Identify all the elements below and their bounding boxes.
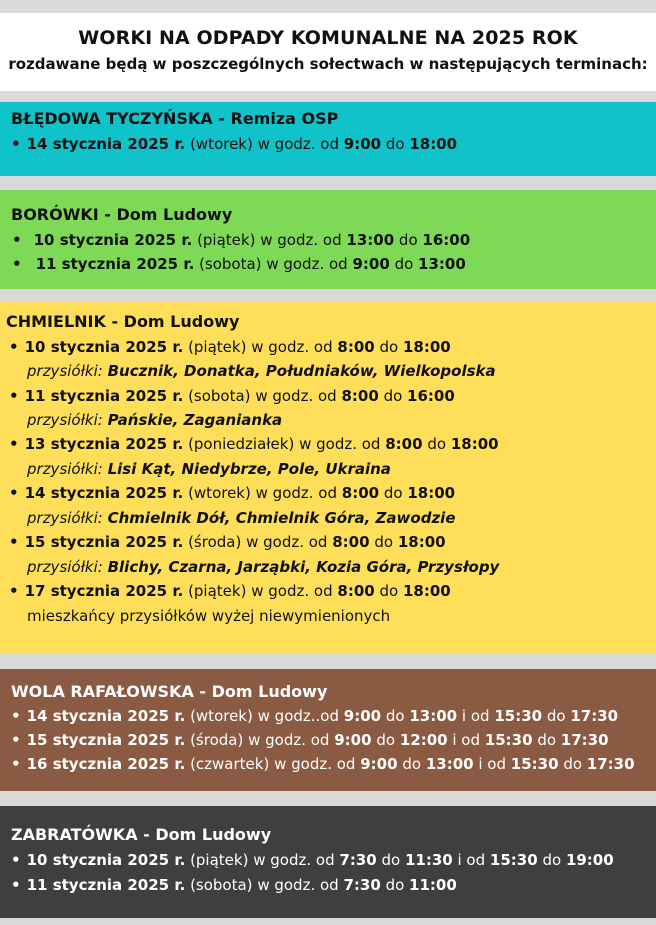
end-time: 13:00 [425,755,474,773]
weekday: (sobota) [199,255,262,273]
hours-prefix: w godz. od [246,533,328,551]
section-title: ZABRATÓWKA - Dom Ludowy [11,825,272,844]
date: 13 stycznia 2025 r. [24,435,184,453]
start-time: 8:00 [385,435,423,453]
end-time: 18:00 [402,582,451,600]
section-chmielnik [0,302,656,654]
end-time: 11:00 [409,876,457,894]
weekday: (wtorek) [190,135,253,153]
to-word: do [402,755,422,773]
schedule-row [11,731,609,749]
end-time: 13:00 [409,707,458,725]
end-time: 18:00 [397,533,446,551]
start-time: 9:00 [360,755,398,773]
hamlets-names: Blichy, Czarna, Jarząbki, Kozia Góra, Przysłopy [107,558,500,576]
bullet: • [11,707,21,725]
weekday: (sobota) [190,876,253,894]
start-time: 8:00 [332,533,370,551]
start-time: 13:00 [346,231,395,249]
start-time: 8:00 [337,338,375,356]
weekday: (poniedziałek) [188,435,295,453]
start-time-2: 15:30 [489,851,538,869]
and-from-word: i od [452,731,480,749]
schedule-row [9,435,499,453]
weekday: (środa) [188,533,242,551]
start-time: 9:00 [352,255,390,273]
section-title: BORÓWKI - Dom Ludowy [11,205,233,224]
date: 11 stycznia 2025 r. [26,876,186,894]
to-word: do [385,707,405,725]
hours-prefix: w godz. od [251,338,333,356]
date: 11 stycznia 2025 r. [24,387,184,405]
weekday: (czwartek) [190,755,270,773]
start-time-2: 15:30 [494,707,543,725]
schedule-row [9,533,446,551]
hours-prefix: w godz. od [253,851,335,869]
start-time: 7:30 [339,851,377,869]
hours-prefix: w godz. od [251,582,333,600]
schedule-row [9,582,451,600]
page-subtitle: rozdawane będą w poszczególnych sołectwach w następujących terminach: [8,55,648,73]
end-time: 18:00 [402,338,451,356]
hamlets-line [27,362,496,380]
end-time: 18:00 [409,135,458,153]
hamlets-line [27,460,391,478]
to-word-2: do [542,851,562,869]
bullet: • [9,435,19,453]
section-bledowa-tyczynska [0,102,656,176]
hours-prefix: w godz. od [274,755,356,773]
bullet: • [11,851,21,869]
weekday: (piątek) [188,338,247,356]
bullet: • [9,387,19,405]
and-from-word: i od [461,707,490,725]
date: 15 stycznia 2025 r. [26,731,186,749]
to-word: do [385,876,405,894]
hamlets-names: Chmielnik Dół, Chmielnik Góra, Zawodzie [107,509,456,527]
section-title: BŁĘDOWA TYCZYŃSKA - Remiza OSP [11,109,339,128]
hamlets-line [27,558,499,576]
bullet: • [11,755,21,773]
start-time-2: 15:30 [510,755,559,773]
to-word-2: do [537,731,557,749]
hours-prefix: w godz. od [299,435,381,453]
end-time: 18:00 [450,435,499,453]
to-word: do [376,731,396,749]
schedule-row [11,707,618,725]
residents-note: mieszkańcy przysiółków wyżej niewymienionych [27,607,391,625]
end-time-2: 17:30 [586,755,635,773]
date: 11 stycznia 2025 r. [35,255,195,273]
schedule-row [11,851,614,869]
date: 10 stycznia 2025 r. [33,231,193,249]
schedule-row [12,255,466,273]
end-time: 16:00 [407,387,455,405]
hamlets-names: Bucznik, Donatka, Południaków, Wielkopolska [107,362,496,380]
to-word: do [383,484,403,502]
end-time: 11:30 [404,851,453,869]
to-word: do [385,135,405,153]
bullet: • [11,731,21,749]
schedule-row [11,755,635,773]
to-word-2: do [563,755,583,773]
hamlets-label: przysiółki: [27,411,103,429]
start-time: 9:00 [343,707,382,725]
schedule-row [11,135,457,153]
section-title: WOLA RAFAŁOWSKA - Dom Ludowy [11,682,328,701]
hours-prefix: w godz. od [248,731,330,749]
hours-prefix: w godz. od [257,876,339,894]
to-word: do [398,231,418,249]
hamlets-label: przysiółki: [27,460,103,478]
hours-prefix: w godz. od [257,135,340,153]
end-time: 18:00 [407,484,456,502]
date: 10 stycznia 2025 r. [24,338,184,356]
to-word: do [383,387,403,405]
start-time-2: 15:30 [484,731,533,749]
to-word: do [427,435,447,453]
schedule-row [9,484,455,502]
hours-prefix: w godz. od [260,231,342,249]
start-time: 8:00 [341,387,379,405]
and-from-word: i od [478,755,506,773]
to-word: do [394,255,414,273]
section-borowki [0,190,656,289]
hours-prefix: w godz. od [255,387,337,405]
hamlets-line [27,509,456,527]
weekday: (wtorek) [188,484,251,502]
start-time: 7:30 [343,876,381,894]
date: 15 stycznia 2025 r. [24,533,184,551]
hours-prefix: w godz. od [255,484,338,502]
end-time: 13:00 [418,255,466,273]
to-word-2: do [546,707,566,725]
weekday: (piątek) [188,582,247,600]
hamlets-label: przysiółki: [27,558,103,576]
bullet: • [12,255,22,273]
schedule-row [11,876,457,894]
date: 14 stycznia 2025 r. [26,135,186,153]
section-wola-rafalowska [0,669,656,791]
hours-prefix: w godz..od [257,707,340,725]
start-time: 8:00 [341,484,380,502]
weekday: (wtorek) [190,707,253,725]
date: 14 stycznia 2025 r. [26,707,186,725]
to-word: do [379,338,399,356]
schedule-row [9,338,451,356]
hamlets-names: Lisi Kąt, Niedybrze, Pole, Ukraina [107,460,391,478]
hours-prefix: w godz. od [266,255,348,273]
section-zabratowka [0,806,656,918]
hamlets-names: Pańskie, Zaganianka [107,411,283,429]
schedule-row [9,387,455,405]
hamlets-label: przysiółki: [27,362,103,380]
weekday: (piątek) [197,231,256,249]
bullet: • [9,582,19,600]
bullet: • [9,338,19,356]
page-title: WORKI NA ODPADY KOMUNALNE NA 2025 ROK [78,27,578,49]
hamlets-label: przysiółki: [27,509,103,527]
start-time: 9:00 [343,135,382,153]
section-title: CHMIELNIK - Dom Ludowy [6,312,240,331]
bullet: • [11,876,21,894]
end-time: 16:00 [422,231,471,249]
weekday: (sobota) [188,387,251,405]
to-word: do [374,533,394,551]
page-header [0,13,656,91]
and-from-word: i od [457,851,486,869]
to-word: do [381,851,401,869]
end-time-2: 17:30 [560,731,609,749]
schedule-row [12,231,470,249]
start-time: 8:00 [337,582,375,600]
bullet: • [9,484,19,502]
bullet: • [12,231,22,249]
date: 17 stycznia 2025 r. [24,582,184,600]
bullet: • [9,533,19,551]
start-time: 9:00 [334,731,372,749]
bullet: • [11,135,21,153]
weekday: (piątek) [190,851,249,869]
hamlets-line [27,411,282,429]
date: 14 stycznia 2025 r. [24,484,184,502]
weekday: (środa) [190,731,244,749]
end-time-2: 17:30 [570,707,619,725]
to-word: do [379,582,399,600]
end-time-2: 19:00 [565,851,614,869]
date: 16 stycznia 2025 r. [26,755,186,773]
date: 10 stycznia 2025 r. [26,851,186,869]
end-time: 12:00 [399,731,448,749]
